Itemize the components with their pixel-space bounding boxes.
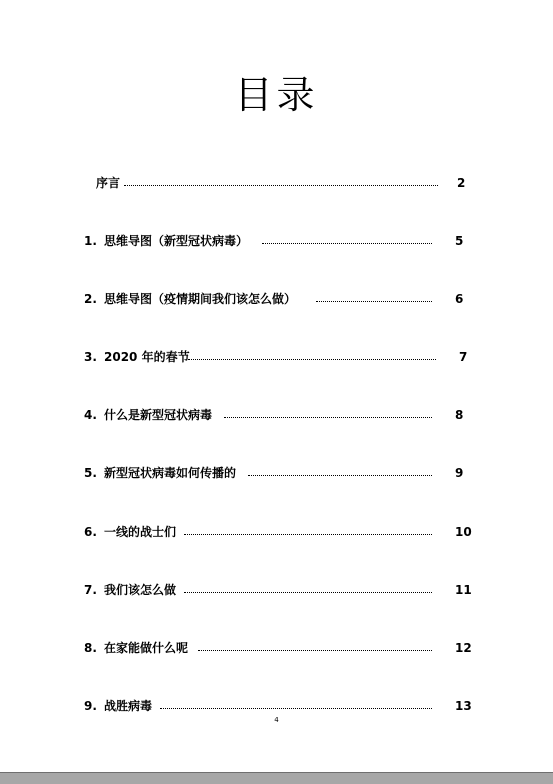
toc-entry-9[interactable] bbox=[0, 697, 553, 715]
toc-entry-page: 13 bbox=[455, 699, 472, 713]
toc-entry-page: 12 bbox=[455, 641, 472, 655]
toc-entry-number: 2. bbox=[84, 292, 97, 306]
toc-leader-dots bbox=[316, 301, 432, 302]
page-title: 目录 bbox=[234, 73, 319, 117]
toc-entry-number: 9. bbox=[84, 699, 97, 713]
toc-entry-6[interactable] bbox=[0, 523, 553, 541]
toc-leader-dots bbox=[198, 650, 432, 651]
toc-entry-page: 5 bbox=[455, 234, 464, 248]
toc-entry-page: 10 bbox=[455, 525, 472, 539]
toc-entry-5[interactable] bbox=[0, 464, 553, 482]
toc-entry-number: 7. bbox=[84, 583, 97, 597]
toc-leader-dots bbox=[184, 534, 432, 535]
footer-page-number: 4 bbox=[274, 716, 279, 724]
toc-entry-8[interactable] bbox=[0, 639, 553, 657]
toc-leader-dots bbox=[160, 708, 432, 709]
toc-entry-label: 新型冠状病毒如何传播的 bbox=[104, 466, 237, 480]
toc-entry-label: 序言 bbox=[96, 176, 121, 190]
toc-entry-2[interactable] bbox=[0, 290, 553, 308]
toc-entry-page: 8 bbox=[455, 408, 464, 422]
toc-entry-label: 2020 年的春节 bbox=[104, 350, 190, 364]
toc-entry-page: 2 bbox=[457, 176, 466, 190]
toc-entry-number: 1. bbox=[84, 234, 97, 248]
toc-entry-page: 11 bbox=[455, 583, 472, 597]
toc-entry-3[interactable] bbox=[0, 348, 553, 366]
toc-entry-number: 8. bbox=[84, 641, 97, 655]
toc-entry-number: 5. bbox=[84, 466, 97, 480]
toc-entry-label: 在家能做什么呢 bbox=[104, 641, 189, 655]
toc-entry-label: 一线的战士们 bbox=[104, 525, 177, 539]
toc-entry-preface[interactable] bbox=[0, 174, 553, 192]
toc-entry-label: 我们该怎么做 bbox=[104, 583, 177, 597]
toc-entry-number: 4. bbox=[84, 408, 97, 422]
toc-leader-dots bbox=[224, 417, 432, 418]
page-bottom-edge bbox=[0, 772, 553, 784]
toc-leader-dots bbox=[248, 475, 432, 476]
toc-entry-label: 什么是新型冠状病毒 bbox=[104, 408, 213, 422]
toc-leader-dots bbox=[184, 592, 432, 593]
toc-leader-dots bbox=[124, 185, 438, 186]
toc-leader-dots bbox=[262, 243, 432, 244]
toc-entry-page: 7 bbox=[459, 350, 468, 364]
toc-entry-label: 战胜病毒 bbox=[104, 699, 153, 713]
toc-entry-1[interactable] bbox=[0, 232, 553, 250]
toc-entry-label: 思维导图（新型冠状病毒） bbox=[104, 234, 249, 248]
toc-entry-7[interactable] bbox=[0, 581, 553, 599]
toc-entry-number: 3. bbox=[84, 350, 97, 364]
toc-entry-4[interactable] bbox=[0, 406, 553, 424]
toc-entry-page: 9 bbox=[455, 466, 464, 480]
toc-entry-page: 6 bbox=[455, 292, 464, 306]
toc-entry-number: 6. bbox=[84, 525, 97, 539]
toc-leader-dots bbox=[188, 359, 436, 360]
toc-entry-label: 思维导图（疫情期间我们该怎么做） bbox=[104, 292, 297, 306]
